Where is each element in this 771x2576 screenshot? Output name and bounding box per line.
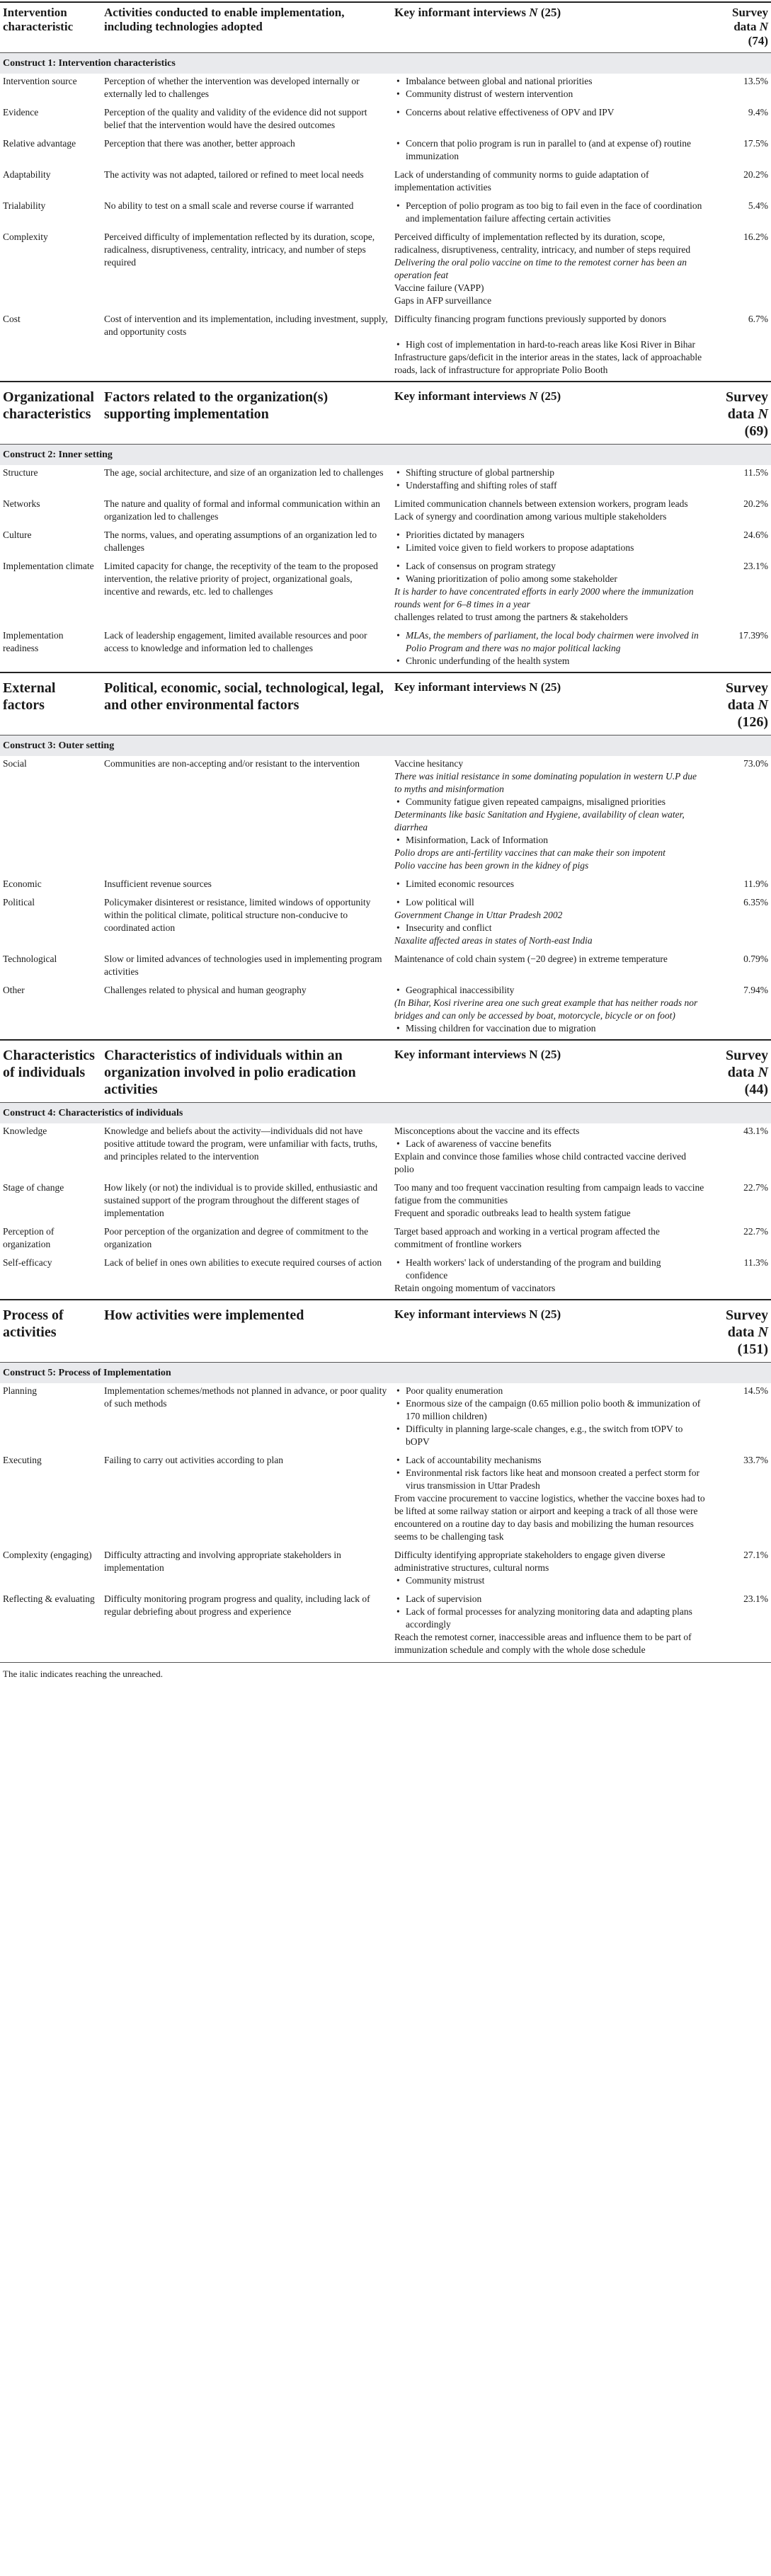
factor-definition: Slow or limited advances of technologies used in implementing program activities (104, 954, 382, 977)
kii-header-part: Key informant interviews (394, 6, 530, 19)
table-row (0, 136, 771, 167)
italic-quote: (In Bihar, Kosi riverine area one such great example that has neither roads nor bridges and can only be accessed by boat, motorcycle, bicycle or on foot) (394, 997, 698, 1021)
survey-header-part: N (758, 406, 768, 422)
construct-label: Construct 1: Intervention characteristics (0, 53, 771, 74)
survey-header-part: (126) (737, 714, 768, 730)
factor-name: Political (3, 897, 35, 908)
italic-quote: Naxalite affected areas in states of North-east India (394, 935, 593, 946)
factor-definition: Failing to carry out activities according to plan (104, 1455, 284, 1465)
kii-column-header (392, 1300, 708, 1363)
table-row (0, 105, 771, 136)
kii-findings (392, 1224, 708, 1255)
bullet-item: • Community distrust of western intervention (394, 88, 705, 101)
factor-name: Complexity (engaging) (3, 1550, 92, 1560)
section-title: Characteristics of individuals (0, 1040, 101, 1103)
finding-line: Frequent and sporadic outbreaks lead to health system fatigue (394, 1208, 631, 1218)
bullet-item: • Environmental risk factors like heat and monsoon created a perfect storm for virus transmission in Uttar Pradesh (394, 1467, 705, 1492)
section-description: Characteristics of individuals within an organization involved in polio eradication activities (101, 1040, 392, 1103)
factor-name: Stage of change (3, 1182, 64, 1193)
kii-findings (392, 1547, 708, 1591)
table-row (0, 1224, 771, 1255)
kii-findings (392, 756, 708, 876)
kii-findings (392, 167, 708, 198)
factor-definition: Perception that there was another, better approach (104, 138, 295, 149)
factor-name: Relative advantage (3, 138, 76, 149)
kii-findings (392, 496, 708, 527)
factor-definition: Communities are non-accepting and/or resistant to the intervention (104, 758, 360, 769)
survey-percent: 73.0% (743, 758, 768, 769)
kii-header-part: Key informant interviews N (25) (394, 1307, 561, 1321)
table-row (0, 1547, 771, 1591)
factor-definition: Knowledge and beliefs about the activity—individuals did not have positive attitude toward the program, were unfamiliar with facts, truths, and principles related to the intervention (104, 1126, 378, 1162)
survey-column-header (708, 382, 771, 445)
construct-row (0, 735, 771, 757)
survey-percent: 17.39% (738, 630, 768, 641)
kii-findings (392, 1180, 708, 1224)
survey-percent: 22.7% (743, 1226, 768, 1237)
kii-findings (392, 465, 708, 496)
finding-line: Limited communication channels between extension workers, program leads (394, 498, 688, 509)
bullet-item: • Limited voice given to field workers to propose adaptations (394, 542, 705, 554)
survey-header-part: Survey data (726, 1307, 768, 1340)
kii-findings (392, 876, 708, 895)
kii-header-part: (25) (537, 389, 561, 403)
bullet-item: • Limited economic resources (394, 878, 705, 891)
factor-definition: The activity was not adapted, tailored or refined to meet local needs (104, 169, 364, 180)
survey-percent: 17.5% (743, 138, 768, 149)
kii-findings (392, 559, 708, 628)
survey-percent: 13.5% (743, 76, 768, 86)
bullet-item: • Geographical inaccessibility (394, 984, 705, 997)
survey-percent: 14.5% (743, 1385, 768, 1396)
finding-line: Maintenance of cold chain system (−20 degree) in extreme temperature (394, 954, 668, 964)
survey-percent: 11.3% (743, 1257, 768, 1268)
italic-quote: Government Change in Uttar Pradesh 2002 (394, 910, 563, 920)
survey-percent: 16.2% (743, 231, 768, 242)
factor-name: Complexity (3, 231, 48, 242)
factor-name: Social (3, 758, 27, 769)
factor-name: Knowledge (3, 1126, 47, 1136)
survey-header-part: N (758, 697, 768, 713)
table-row (0, 1180, 771, 1224)
kii-findings (392, 136, 708, 167)
survey-percent: 43.1% (743, 1126, 768, 1136)
finding-line: Gaps in AFP surveillance (394, 295, 492, 306)
survey-percent: 9.4% (748, 107, 768, 118)
construct-row (0, 1103, 771, 1124)
factor-definition: Poor perception of the organization and degree of commitment to the organization (104, 1226, 369, 1249)
factor-name: Trialability (3, 200, 46, 211)
bullet-item: • Concerns about relative effectiveness of OPV and IPV (394, 106, 705, 119)
construct-label: Construct 2: Inner setting (0, 445, 771, 466)
italic-quote: It is harder to have concentrated efforts in early 2000 where the immunization rounds went for 6–8 times in a year (394, 586, 694, 609)
table-row (0, 167, 771, 198)
kii-findings (392, 229, 708, 311)
survey-percent: 11.9% (743, 878, 768, 889)
table-row (0, 756, 771, 876)
bullet-item: • Chronic underfunding of the health system (394, 655, 705, 668)
table-row (0, 496, 771, 527)
construct-row (0, 445, 771, 466)
survey-column-header (708, 672, 771, 735)
kii-findings (392, 1123, 708, 1180)
kii-findings (392, 1383, 708, 1453)
factor-definition: The nature and quality of formal and informal communication within an organization led to challenges (104, 498, 380, 522)
table-row (0, 1123, 771, 1180)
kii-header-part: Key informant interviews N (25) (394, 1048, 561, 1061)
factor-name: Adaptability (3, 169, 51, 180)
kii-findings (392, 1591, 708, 1661)
factor-name: Culture (3, 529, 32, 540)
section-header (0, 1300, 771, 1363)
survey-header-part: N (758, 1324, 768, 1340)
survey-header-part: Survey data (732, 6, 768, 33)
table-row (0, 1453, 771, 1547)
kii-findings (392, 198, 708, 229)
factor-definition: Implementation schemes/methods not planned in advance, or poor quality of such methods (104, 1385, 387, 1409)
finding-line (394, 326, 705, 338)
italic-quote: Polio drops are anti-fertility vaccines that can make their son impotent (394, 847, 666, 858)
bullet-item: • Concern that polio program is run in parallel to (and at expense of) routine immunization (394, 137, 705, 163)
factor-definition: Policymaker disinterest or resistance, limited windows of opportunity within the political climate, political structure non-conducive to coordinated action (104, 897, 371, 933)
factor-name: Self-efficacy (3, 1257, 52, 1268)
finding-line: Reach the remotest corner, inaccessible areas and influence them to be part of immunization schedule and comply with the whole dose schedule (394, 1632, 692, 1655)
italic-quote: Polio vaccine has been grown in the kidney of pigs (394, 860, 589, 871)
factor-name: Economic (3, 878, 42, 889)
section-header (0, 672, 771, 735)
bullet-item: • Insecurity and conflict (394, 922, 705, 934)
finding-line: Misconceptions about the vaccine and its effects (394, 1126, 580, 1136)
survey-header-part: (44) (744, 1082, 768, 1097)
factor-name: Planning (3, 1385, 38, 1396)
bullet-item: • Understaffing and shifting roles of staff (394, 479, 705, 492)
finding-line: Retain ongoing momentum of vaccinators (394, 1283, 556, 1293)
finding-line: Lack of synergy and coordination among various multiple stakeholders (394, 511, 667, 522)
survey-percent: 7.94% (743, 985, 768, 995)
survey-percent: 33.7% (743, 1455, 768, 1465)
table-footnote: The italic indicates reaching the unreached. (0, 1662, 771, 1685)
construct-label: Construct 3: Outer setting (0, 735, 771, 757)
finding-line: Vaccine hesitancy (394, 758, 464, 769)
bullet-item: • Health workers' lack of understanding of the program and building confidence (394, 1256, 705, 1282)
finding-line: Perceived difficulty of implementation reflected by its duration, scope, radicalness, disruptiveness, centrality, intricacy, and number of steps required (394, 231, 691, 255)
bullet-item: • Imbalance between global and national priorities (394, 75, 705, 88)
survey-header-part: (74) (748, 34, 768, 47)
bullet-item: • Misinformation, Lack of Information (394, 834, 705, 847)
survey-percent: 20.2% (743, 169, 768, 180)
survey-percent: 6.35% (743, 897, 768, 908)
bullet-item: • Poor quality enumeration (394, 1385, 705, 1397)
factor-definition: How likely (or not) the individual is to provide skilled, enthusiastic and sustained support of the program throughout the different stages of implementation (104, 1182, 378, 1218)
italic-quote: Delivering the oral polio vaccine on time to the remotest corner has been an operation feat (394, 257, 687, 280)
table-row (0, 951, 771, 983)
section-title: Intervention characteristic (0, 2, 101, 53)
bullet-item: • Lack of consensus on program strategy (394, 560, 705, 573)
bullet-item: • Perception of polio program as too big to fail even in the face of coordination and implementation failure affecting certain activities (394, 200, 705, 225)
bullet-item: • Difficulty in planning large-scale changes, e.g., the switch from tOPV to bOPV (394, 1423, 705, 1448)
survey-percent: 23.1% (743, 561, 768, 571)
kii-findings (392, 311, 708, 382)
bullet-item: • Priorities dictated by managers (394, 529, 705, 542)
kii-findings (392, 1255, 708, 1300)
construct-row (0, 53, 771, 74)
section-description: Factors related to the organization(s) supporting implementation (101, 382, 392, 445)
bullet-item: • Lack of awareness of vaccine benefits (394, 1138, 705, 1150)
factor-name: Perception of organization (3, 1226, 55, 1249)
finding-line: From vaccine procurement to vaccine logistics, whether the vaccine boxes had to be lifted at some railway station or airport and keeping a track of all those were encountered on a routine day to day basis and mobilizing the human resources seems to be challenging task (394, 1493, 705, 1542)
survey-header-part: Survey data (726, 1048, 768, 1080)
factor-definition: Limited capacity for change, the receptivity of the team to the proposed intervention, the relative priority of project, organizational goals, incentive and rewards, etc. led to challenges (104, 561, 378, 597)
table-row (0, 527, 771, 559)
section-header (0, 382, 771, 445)
factor-name: Intervention source (3, 76, 77, 86)
kii-header-part: (25) (537, 6, 561, 19)
table-row (0, 559, 771, 628)
factor-name: Technological (3, 954, 57, 964)
factor-definition: Perception of the quality and validity of the evidence did not support belief that the intervention would have the desired outcomes (104, 107, 367, 130)
factor-definition: Lack of leadership engagement, limited available resources and poor access to knowledge and information led to challenges (104, 630, 367, 653)
factor-name: Evidence (3, 107, 39, 118)
survey-percent: 24.6% (743, 529, 768, 540)
construct-label: Construct 4: Characteristics of individuals (0, 1103, 771, 1124)
survey-column-header (708, 2, 771, 53)
section-description: How activities were implemented (101, 1300, 392, 1363)
factor-definition: Perceived difficulty of implementation reflected by its duration, scope, radicalness, disruptiveness, centrality, intricacy, and number of steps required (104, 231, 375, 268)
construct-row (0, 1363, 771, 1384)
factor-name: Structure (3, 467, 38, 478)
kii-header-part: N (529, 389, 538, 403)
kii-findings (392, 527, 708, 559)
finding-line: Infrastructure gaps/deficit in the interior areas in the states, lack of approachable roads, lack of infrastructure for appropriate Polio Booth (394, 352, 702, 375)
section-title: Process of activities (0, 1300, 101, 1363)
bullet-item: • Missing children for vaccination due to migration (394, 1022, 705, 1035)
kii-header-part: Key informant interviews (394, 389, 530, 403)
finding-line: Difficulty identifying appropriate stakeholders to engage given diverse administrative structures, cultural norms (394, 1550, 666, 1573)
survey-percent: 27.1% (743, 1550, 768, 1560)
section-header (0, 1040, 771, 1103)
construct-label: Construct 5: Process of Implementation (0, 1363, 771, 1384)
factor-name: Networks (3, 498, 40, 509)
kii-findings (392, 105, 708, 136)
table-row (0, 876, 771, 895)
kii-findings (392, 983, 708, 1040)
bullet-item: • Lack of supervision (394, 1593, 705, 1605)
finding-line: challenges related to trust among the partners & stakeholders (394, 612, 628, 622)
factor-name: Executing (3, 1455, 42, 1465)
kii-findings (392, 951, 708, 983)
finding-line: Vaccine failure (VAPP) (394, 282, 484, 293)
survey-column-header (708, 1040, 771, 1103)
survey-percent: 6.7% (748, 314, 768, 324)
survey-percent: 23.1% (743, 1593, 768, 1604)
survey-percent: 5.4% (748, 200, 768, 211)
factor-definition: The norms, values, and operating assumptions of an organization led to challenges (104, 529, 377, 553)
factor-definition: Cost of intervention and its implementation, including investment, supply, and opportunity costs (104, 314, 388, 337)
factor-name: Reflecting & evaluating (3, 1593, 95, 1604)
table-row (0, 895, 771, 951)
factor-name: Implementation readiness (3, 630, 64, 653)
factor-name: Cost (3, 314, 21, 324)
kii-column-header (392, 382, 708, 445)
italic-quote: There was initial resistance in some dominating population in western U.P due to myths and misinformation (394, 771, 697, 794)
bullet-item: • Community mistrust (394, 1574, 705, 1587)
italic-quote: Determinants like basic Sanitation and Hygiene, availability of clean water, diarrhea (394, 809, 685, 832)
section-description: Political, economic, social, technological, legal, and other environmental factors (101, 672, 392, 735)
table-row (0, 1591, 771, 1661)
kii-header-part: N (529, 6, 538, 19)
bullet-item: • Low political will (394, 896, 705, 909)
survey-header-part: N (759, 20, 768, 33)
kii-findings (392, 895, 708, 951)
bullet-item: • Community fatigue given repeated campaigns, misaligned priorities (394, 796, 705, 808)
survey-header-part: Survey data (726, 389, 768, 422)
bullet-item: • Waning prioritization of polio among some stakeholder (394, 573, 705, 585)
kii-column-header (392, 2, 708, 53)
bullet-item: • Shifting structure of global partnership (394, 466, 705, 479)
table-row (0, 465, 771, 496)
finding-line: Target based approach and working in a vertical program affected the commitment of frontline workers (394, 1226, 660, 1249)
survey-header-part: (69) (744, 423, 768, 439)
survey-header-part: N (758, 1065, 768, 1080)
table-row (0, 311, 771, 382)
table-row (0, 74, 771, 105)
cfir-table (0, 1, 771, 1661)
section-header (0, 2, 771, 53)
factor-definition: Difficulty monitoring program progress and quality, including lack of regular debriefing about progress and experience (104, 1593, 370, 1617)
survey-percent: 11.5% (743, 467, 768, 478)
section-title: External factors (0, 672, 101, 735)
factor-definition: The age, social architecture, and size of an organization led to challenges (104, 467, 384, 478)
survey-percent: 22.7% (743, 1182, 768, 1193)
kii-column-header (392, 672, 708, 735)
table-row (0, 198, 771, 229)
kii-header-part: Key informant interviews N (25) (394, 680, 561, 694)
survey-header-part: (151) (737, 1341, 768, 1357)
factor-name: Other (3, 985, 25, 995)
finding-line: Explain and convince those families whose child contracted vaccine derived polio (394, 1151, 686, 1174)
table-row (0, 1255, 771, 1300)
bullet-item: • Lack of formal processes for analyzing monitoring data and adapting plans accordingly (394, 1605, 705, 1631)
finding-line: Difficulty financing program functions previously supported by donors (394, 314, 667, 324)
factor-definition: Insufficient revenue sources (104, 878, 212, 889)
bullet-item: • MLAs, the members of parliament, the local body chairmen were involved in Polio Program and there was no major political lacking (394, 629, 705, 655)
finding-line: Lack of understanding of community norms to guide adaptation of implementation activities (394, 169, 649, 193)
section-title: Organizational characteristics (0, 382, 101, 445)
survey-header-part: Survey data (726, 680, 768, 713)
factor-definition: Difficulty attracting and involving appropriate stakeholders in implementation (104, 1550, 341, 1573)
kii-findings (392, 1453, 708, 1547)
factor-definition: Perception of whether the intervention was developed internally or externally led to challenges (104, 76, 360, 99)
bullet-item: • Lack of accountability mechanisms (394, 1454, 705, 1467)
survey-percent: 20.2% (743, 498, 768, 509)
survey-percent: 0.79% (743, 954, 768, 964)
table-row (0, 229, 771, 311)
table-row (0, 983, 771, 1040)
kii-findings (392, 628, 708, 672)
kii-column-header (392, 1040, 708, 1103)
table-row (0, 1383, 771, 1453)
factor-name: Implementation climate (3, 561, 94, 571)
factor-definition: Challenges related to physical and human geography (104, 985, 307, 995)
factor-definition: No ability to test on a small scale and reverse course if warranted (104, 200, 354, 211)
bullet-item: • High cost of implementation in hard-to-reach areas like Kosi River in Bihar (394, 338, 705, 351)
section-description: Activities conducted to enable implementation, including technologies adopted (101, 2, 392, 53)
finding-line: Too many and too frequent vaccination resulting from campaign leads to vaccine fatigue from the communities (394, 1182, 704, 1206)
survey-column-header (708, 1300, 771, 1363)
bullet-item: • Enormous size of the campaign (0.65 million polio booth & immunization of 170 million children) (394, 1397, 705, 1423)
table-row (0, 628, 771, 672)
factor-definition: Lack of belief in ones own abilities to execute required courses of action (104, 1257, 382, 1268)
kii-findings (392, 74, 708, 105)
